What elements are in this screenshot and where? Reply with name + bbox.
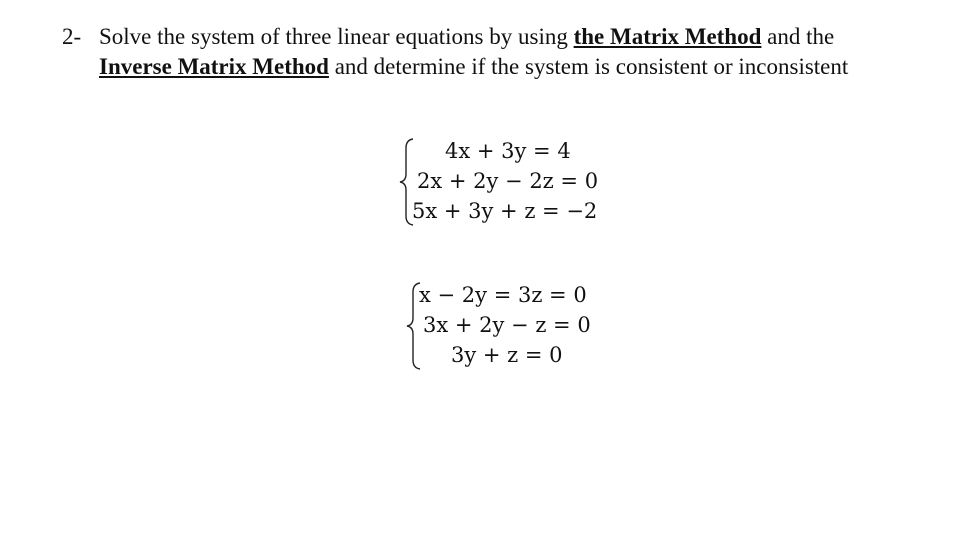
system-1-equation-3: 5x + 3y + z = −2 bbox=[412, 199, 598, 223]
system-1-equation-2: 2x + 2y − 2z = 0 bbox=[417, 169, 599, 193]
question-text-end: and determine if the system is consistent or inconsistent bbox=[328, 54, 849, 79]
question-line-2 bbox=[99, 52, 939, 82]
inverse-matrix-method-emphasis: Inverse Matrix Method bbox=[99, 54, 329, 79]
equation-system-1 bbox=[398, 136, 638, 232]
question-text-start: Solve the system of three linear equations by using bbox=[99, 24, 574, 49]
system-2-equation-2: 3x + 2y − z = 0 bbox=[423, 313, 591, 337]
system-2-equation-3: 3y + z = 0 bbox=[451, 343, 563, 367]
question-text bbox=[99, 22, 939, 82]
system-1-equation-1: 4x + 3y = 4 bbox=[445, 139, 571, 163]
question-line-1 bbox=[99, 22, 939, 52]
question-number: 2- bbox=[62, 24, 82, 49]
matrix-method-emphasis: the Matrix Method bbox=[573, 24, 762, 49]
equation-system-2 bbox=[405, 280, 645, 376]
system-2-equation-1: x − 2y = 3z = 0 bbox=[419, 283, 587, 307]
question-text-middle: and the bbox=[761, 24, 835, 49]
